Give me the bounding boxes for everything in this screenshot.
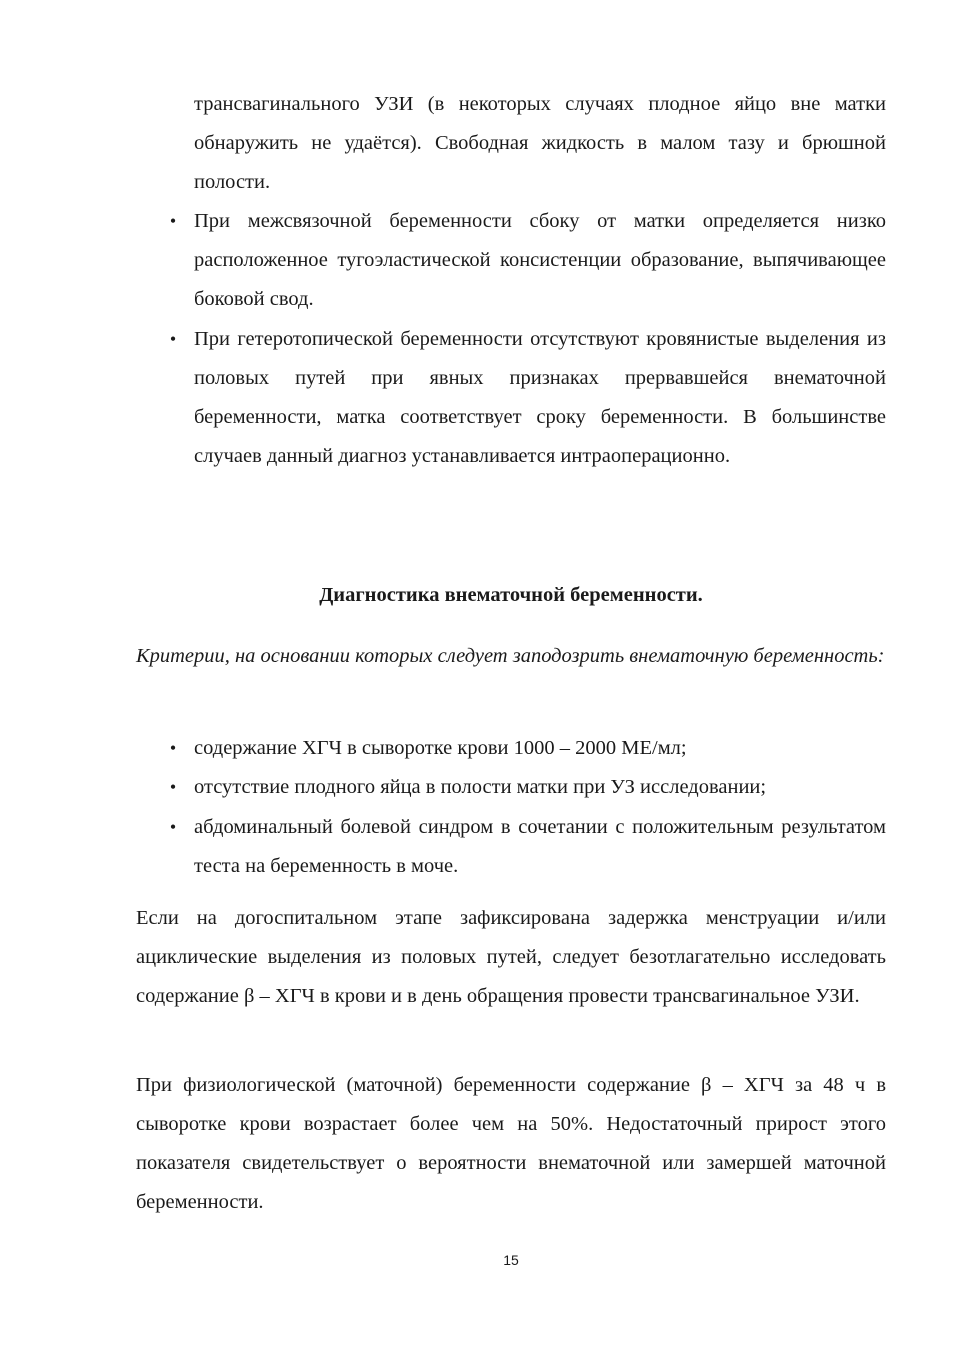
list-item-hcg-level — [169, 729, 886, 768]
list-item-text: абдоминальный болевой синдром в сочетании с положительным результатом теста на беременность в моче. — [194, 816, 886, 877]
bullet-icon: • — [169, 777, 177, 797]
paragraph-prehospital: Если на догоспитальном этапе зафиксирована задержка менструации и/или ациклические выделения из половых путей, следует безотлагательно исследовать содержание β – ХГЧ в крови и в день обращения провести трансвагинальное УЗИ. — [136, 907, 886, 1007]
paragraph-physiological: При физиологической (маточной) беременности содержание β – ХГЧ за 48 ч в сыворотке крови возрастает более чем на 50%. Недостаточный прирост этого показателя свидетельствует о вероятности внематочной или замершей маточной беременности. — [136, 1074, 886, 1213]
list-item-no-gestational-sac — [169, 768, 886, 807]
bullet-icon: • — [169, 329, 177, 349]
section-heading: Диагностика внематочной беременности. — [319, 584, 703, 606]
bullet-icon: • — [169, 817, 177, 837]
list-item-abdominal-pain — [169, 808, 886, 886]
list-item-text: При гетеротопической беременности отсутствуют кровянистые выделения из половых путей при явных признаках прервавшейся внематочной беременности, матка соответствует сроку беременности. В большинстве случаев данный диагноз устанавливается интраоперационно. — [194, 328, 886, 467]
list-item-intraligamentary — [169, 202, 886, 319]
page-number: 15 — [503, 1252, 519, 1268]
list-item-text: содержание ХГЧ в сыворотке крови 1000 – 2000 МЕ/мл; — [194, 737, 687, 759]
list-item-text: При межсвязочной беременности сбоку от матки определяется низко расположенное тугоэластической консистенции образование, выпячивающее боковой свод. — [194, 210, 886, 310]
continuation-paragraph: трансвагинального УЗИ (в некоторых случаях плодное яйцо вне матки обнаружить не удаётся). Свободная жидкость в малом тазу и брюшной полости. — [194, 93, 886, 193]
criteria-intro: Критерии, на основании которых следует заподозрить внематочную беременность: — [136, 645, 885, 667]
bullet-icon: • — [169, 738, 177, 758]
bullet-icon: • — [169, 211, 177, 231]
list-item-text: отсутствие плодного яйца в полости матки при УЗ исследовании; — [194, 776, 767, 798]
list-item-heterotopic — [169, 320, 886, 476]
